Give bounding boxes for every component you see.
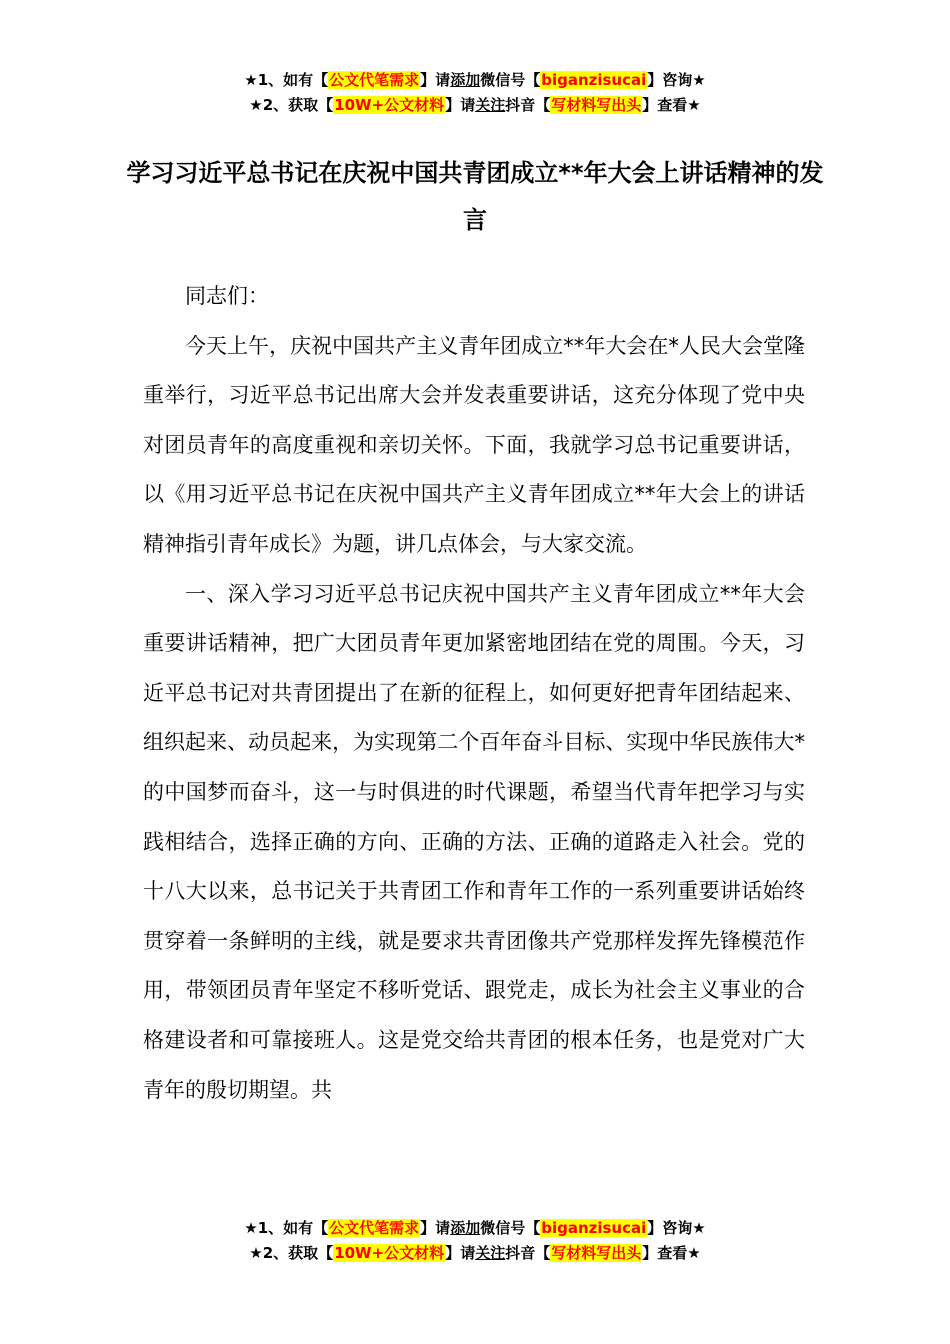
banner-underlined: 关注 (475, 96, 506, 114)
banner-text: ★2、获取【 (249, 1244, 334, 1262)
banner-text: 】查看★ (642, 96, 701, 114)
banner-text: 】咨询★ (647, 1219, 706, 1237)
banner-text: ★1、如有【 (244, 71, 329, 89)
banner-text: 】咨询★ (647, 71, 706, 89)
banner-highlight: biganzisucai (541, 71, 647, 89)
banner-line-2 (0, 1241, 950, 1266)
bottom-banner (0, 1216, 950, 1266)
banner-line-1 (0, 68, 950, 93)
paragraph: 一、深入学习习近平总书记庆祝中国共产主义青年团成立**年大会重要讲话精神，把广大团员青年更加紧密地团结在党的周围。今天，习近平总书记对共青团提出了在新的征程上，如何更好把青年团结起来、组织起来、动员起来，为实现第二个百年奋斗目标、实现中华民族伟大*的中国梦而奋斗，这一与时俱进的时代课题，希望当代青年把学习与实践相结合，选择正确的方向、正确的方法、正确的道路走入社会。党的十八大以来，总书记关于共青团工作和青年工作的一系列重要讲话始终贯穿着一条鲜明的主线，就是要求共青团像共产党那样发挥先锋模范作用，带领团员青年坚定不移听党话、跟党走，成长为社会主义事业的合格建设者和可靠接班人。这是党交给共青团的根本任务，也是党对广大青年的殷切期望。共 (143, 581, 805, 1102)
banner-text: 】请 (420, 71, 451, 89)
banner-underlined: 添加 (450, 1219, 481, 1237)
banner-highlight: 10W+公文材料 (334, 1244, 445, 1262)
banner-text: 】查看★ (642, 1244, 701, 1262)
banner-text: 抖音【 (505, 96, 551, 114)
banner-text: 抖音【 (505, 1244, 551, 1262)
banner-line-2 (0, 93, 950, 118)
banner-highlight: 写材料写出头 (551, 96, 642, 114)
banner-text: 微信号【 (480, 71, 541, 89)
banner-highlight: 10W+公文材料 (334, 96, 445, 114)
banner-text: 】请 (445, 96, 476, 114)
banner-text: 】请 (420, 1219, 451, 1237)
banner-underlined: 添加 (450, 71, 481, 89)
banner-highlight: 公文代笔需求 (329, 71, 420, 89)
banner-text: ★1、如有【 (244, 1219, 329, 1237)
document-body (143, 272, 805, 1115)
banner-text: 微信号【 (480, 1219, 541, 1237)
salutation: 同志们： (185, 284, 269, 308)
banner-highlight: 写材料写出头 (551, 1244, 642, 1262)
banner-line-1 (0, 1216, 950, 1241)
banner-text: 】请 (445, 1244, 476, 1262)
top-banner (0, 68, 950, 118)
document-title: 学习习近平总书记在庆祝中国共青团成立**年大会上讲话精神的发言 (126, 159, 824, 234)
paragraph: 今天上午，庆祝中国共产主义青年团成立**年大会在*人民大会堂隆重举行，习近平总书记出席大会并发表重要讲话，这充分体现了党中央对团员青年的高度重视和亲切关怀。下面，我就学习总书记重要讲话，以《用习近平总书记在庆祝中国共产主义青年团成立**年大会上的讲话精神指引青年成长》为题，讲几点体会，与大家交流。 (143, 333, 805, 556)
banner-highlight: biganzisucai (541, 1219, 647, 1237)
banner-text: ★2、获取【 (249, 96, 334, 114)
banner-highlight: 公文代笔需求 (329, 1219, 420, 1237)
banner-underlined: 关注 (475, 1244, 506, 1262)
